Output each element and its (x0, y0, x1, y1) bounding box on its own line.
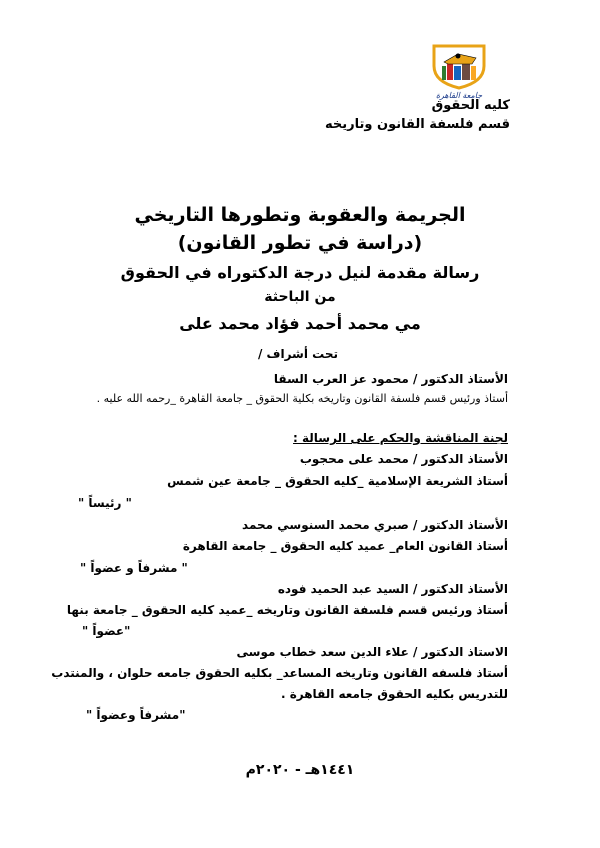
degree-statement: رسالة مقدمة لنيل درجة الدكتوراه في الحقوق (120, 263, 480, 282)
cairo-university-logo (428, 44, 490, 100)
member-title: أستاذ ورئيس قسم فلسفة القانون وتاريخه _عميد كليه الحقوق _ جامعة بنها (66, 603, 508, 617)
member-name: الأستاذ الدكتور / محمد على محجوب (299, 452, 508, 466)
member-title: أستاذ الشريعة الإسلامية _كليه الحقوق _ جامعة عين شمس (167, 474, 508, 488)
researcher-name: مي محمد أحمد فؤاد محمد على (179, 314, 421, 333)
hijri-gregorian-date: ١٤٤١هـ - ٢٠٢٠م (245, 762, 355, 778)
member-role: " رئيساً " (78, 496, 132, 510)
thesis-title: الجريمة والعقوبة وتطورها التاريخي (134, 204, 466, 226)
thesis-subtitle: (دراسة في تطور القانون) (177, 232, 423, 254)
member-role: "عضواً " (82, 624, 131, 638)
logo-text: جامعة القاهرة (435, 91, 483, 100)
member-title: أستاذ فلسفه القانون وتاريخه المساعد_ بكليه الحقوق جامعه حلوان ، والمنتدب (51, 666, 508, 680)
member-name: الأستاذ الدكتور / السيد عبد الحميد فوده (277, 582, 508, 596)
member-name: الأستاذ الدكتور / صبري محمد السنوسي محمد (242, 518, 508, 532)
faculty-name: كليه الحقوق (431, 98, 510, 113)
member-title-continued: للتدريس بكليه الحقوق جامعه القاهرة . (280, 687, 508, 701)
member-role: " مشرفاً و عضواً " (80, 561, 188, 575)
supervisor-title: أستاذ ورئيس قسم فلسفة القانون وتاريخه بكلية الحقوق _ جامعة القاهرة _رحمه الله عليه . (96, 392, 508, 405)
by-researcher-label: من الباحثة (264, 289, 336, 305)
member-name: الاستاذ الدكتور / علاء الدين سعد خطاب موسى (236, 645, 508, 659)
supervisor-name: الأستاذ الدكتور / محمود عز العرب السقا (273, 372, 508, 386)
committee-heading: لجنة المناقشة والحكم على الرسالة : (293, 431, 508, 445)
department-name: قسم فلسفة القانون وتاريخه (325, 117, 510, 132)
member-title: أستاذ القانون العام_ عميد كليه الحقوق _ جامعة القاهرة (182, 539, 508, 553)
member-role: "مشرفاً وعضواً " (86, 708, 186, 722)
supervision-label: تحت أشراف / (257, 347, 338, 361)
